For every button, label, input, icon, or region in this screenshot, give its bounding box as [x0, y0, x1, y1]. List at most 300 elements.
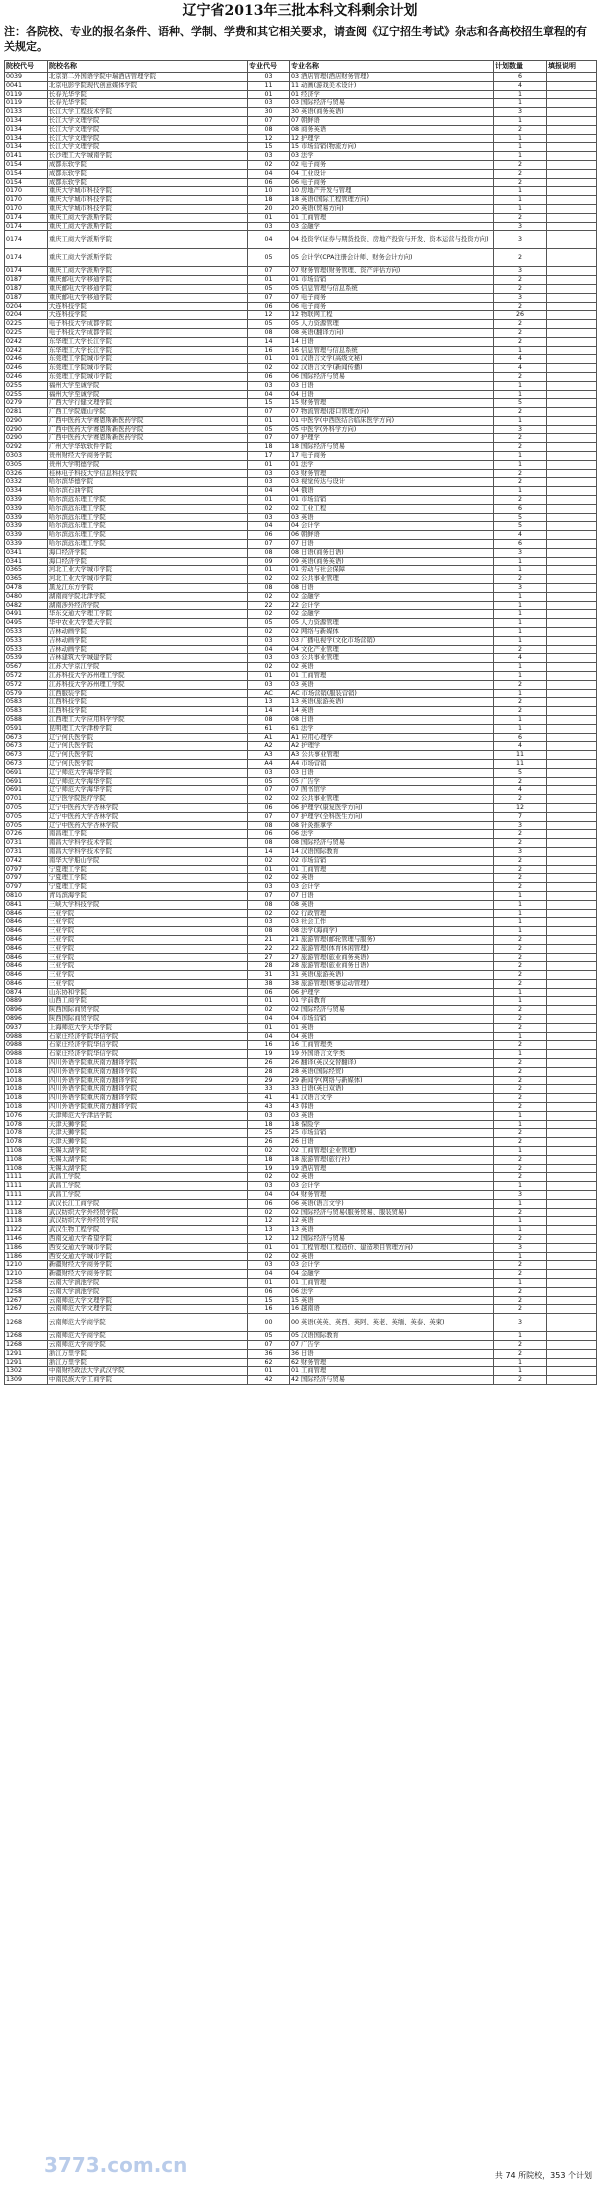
cell-major-name: 03 日语 [290, 768, 494, 777]
table-row [5, 1164, 597, 1173]
cell-plan-count: 1 [494, 116, 547, 125]
cell-plan-count: 6 [494, 73, 547, 82]
table-row [5, 584, 597, 593]
cell-plan-count: 2 [494, 160, 547, 169]
cell-plan-count: 1 [494, 1252, 547, 1261]
cell-plan-count: 2 [494, 1261, 547, 1270]
cell-remark [547, 178, 597, 187]
cell-major-name: 12 护理学 [290, 134, 494, 143]
cell-plan-count: 2 [494, 1173, 547, 1182]
table-row [5, 1349, 597, 1358]
cell-major-code: 05 [248, 425, 290, 434]
cell-major-name: 10 房地产开发与管理 [290, 187, 494, 196]
cell-major-code: 12 [248, 1217, 290, 1226]
cell-remark [547, 953, 597, 962]
cell-remark [547, 143, 597, 152]
cell-major-name: 04 文化产业管理 [290, 645, 494, 654]
cell-major-name: 22 会计学 [290, 601, 494, 610]
cell-major-code: 01 [248, 1278, 290, 1287]
cell-plan-count: 1 [494, 689, 547, 698]
cell-remark [547, 1314, 597, 1332]
cell-major-name: 06 电子商务 [290, 178, 494, 187]
cell-school-name: 云南师范大学商学院 [48, 1340, 248, 1349]
cell-major-code: 29 [248, 1076, 290, 1085]
cell-school-code: 0841 [5, 900, 48, 909]
cell-school-code: 0846 [5, 962, 48, 971]
cell-remark [547, 452, 597, 461]
cell-major-code: 22 [248, 944, 290, 953]
table-row [5, 1032, 597, 1041]
cell-plan-count: 1 [494, 134, 547, 143]
cell-major-code: 01 [248, 355, 290, 364]
cell-major-name: 22 旅游管理(体育休闲管理) [290, 944, 494, 953]
cell-major-code: 26 [248, 1059, 290, 1068]
cell-major-name: AC 市场营销(服装营销) [290, 689, 494, 698]
table-row [5, 865, 597, 874]
header-code: 院校代号 [5, 61, 48, 73]
cell-school-code: 0988 [5, 1041, 48, 1050]
table-row [5, 302, 597, 311]
cell-remark [547, 1191, 597, 1200]
cell-school-code: 0170 [5, 196, 48, 205]
cell-major-code: 01 [248, 276, 290, 285]
cell-remark [547, 1015, 597, 1024]
cell-school-name: 武汉长江工商学院 [48, 1199, 248, 1208]
cell-school-name: 哈尔滨远东理工学院 [48, 522, 248, 531]
cell-school-code: 1018 [5, 1076, 48, 1085]
table-row [5, 213, 597, 222]
table-row [5, 891, 597, 900]
cell-school-name: 无锡太湖学院 [48, 1147, 248, 1156]
table-row [5, 636, 597, 645]
cell-remark [547, 1076, 597, 1085]
cell-school-name: 云南师范大学文理学院 [48, 1305, 248, 1314]
table-row [5, 204, 597, 213]
cell-major-name: 43 韩语 [290, 1103, 494, 1112]
table-row [5, 337, 597, 346]
cell-school-name: 长江大学文理学院 [48, 143, 248, 152]
cell-remark [547, 531, 597, 540]
cell-school-name: 无锡太湖学院 [48, 1164, 248, 1173]
cell-major-code: 01 [248, 460, 290, 469]
cell-school-name: 重庆工商大学派斯学院 [48, 213, 248, 222]
cell-remark [547, 134, 597, 143]
cell-plan-count: 2 [494, 302, 547, 311]
cell-remark [547, 935, 597, 944]
cell-major-code: 01 [248, 90, 290, 99]
table-row [5, 1287, 597, 1296]
cell-major-name: 02 金融学 [290, 592, 494, 601]
cell-school-name: 江西服装学院 [48, 689, 248, 698]
cell-remark [547, 346, 597, 355]
cell-school-code: 1186 [5, 1252, 48, 1261]
cell-remark [547, 222, 597, 231]
cell-school-code: 0673 [5, 751, 48, 760]
cell-school-code: 1268 [5, 1340, 48, 1349]
table-row [5, 997, 597, 1006]
cell-remark [547, 1111, 597, 1120]
table-row [5, 803, 597, 812]
cell-major-code: 14 [248, 847, 290, 856]
cell-school-code: 0673 [5, 759, 48, 768]
table-row [5, 540, 597, 549]
table-row [5, 116, 597, 125]
cell-school-name: 长沙理工大学城南学院 [48, 152, 248, 161]
table-row [5, 231, 597, 249]
table-row [5, 1358, 597, 1367]
cell-remark [547, 1287, 597, 1296]
cell-remark [547, 830, 597, 839]
cell-major-name: 08 国际经济与贸易 [290, 839, 494, 848]
cell-major-code: 03 [248, 381, 290, 390]
table-row [5, 883, 597, 892]
header-remark: 填报说明 [547, 61, 597, 73]
table-row [5, 663, 597, 672]
cell-plan-count: 2 [494, 962, 547, 971]
cell-major-name: 07 日语 [290, 540, 494, 549]
cell-plan-count: 1 [494, 381, 547, 390]
cell-major-name: 33 日语(英日双语) [290, 1085, 494, 1094]
cell-remark [547, 169, 597, 178]
table-row [5, 222, 597, 231]
cell-school-name: 黑龙江东方学院 [48, 584, 248, 593]
cell-major-code: 03 [248, 222, 290, 231]
cell-major-name: 08 日语(商务日语) [290, 548, 494, 557]
cell-remark [547, 443, 597, 452]
cell-major-name: 02 公共事业管理 [290, 575, 494, 584]
cell-plan-count: 2 [494, 856, 547, 865]
cell-remark [547, 1332, 597, 1341]
cell-school-name: 中南财经政法大学武汉学院 [48, 1367, 248, 1376]
cell-major-name: 15 财务管理 [290, 399, 494, 408]
cell-plan-count: 1 [494, 1147, 547, 1156]
cell-plan-count: 1 [494, 416, 547, 425]
cell-school-code: 1108 [5, 1155, 48, 1164]
cell-remark [547, 1252, 597, 1261]
cell-plan-count: 2 [494, 1041, 547, 1050]
cell-school-code: 0731 [5, 839, 48, 848]
cell-plan-count: 2 [494, 979, 547, 988]
cell-school-code: 1210 [5, 1261, 48, 1270]
table-row [5, 1278, 597, 1287]
cell-major-code: 06 [248, 803, 290, 812]
cell-major-name: 03 广播电视学(文化市场营销) [290, 636, 494, 645]
cell-major-name: 02 汉语言文学(新闻传播) [290, 364, 494, 373]
cell-plan-count: 1 [494, 204, 547, 213]
table-row [5, 469, 597, 478]
cell-plan-count: 2 [494, 1059, 547, 1068]
cell-major-code: 07 [248, 786, 290, 795]
table-row [5, 962, 597, 971]
cell-school-name: 四川外语学院重庆南方翻译学院 [48, 1094, 248, 1103]
cell-school-name: 长春光华学院 [48, 99, 248, 108]
cell-major-code: 03 [248, 883, 290, 892]
table-row [5, 443, 597, 452]
cell-major-name: 05 人力资源管理 [290, 619, 494, 628]
cell-school-code: 0480 [5, 592, 48, 601]
cell-major-code: 43 [248, 1103, 290, 1112]
cell-school-code: 0204 [5, 302, 48, 311]
table-row [5, 90, 597, 99]
table-row [5, 935, 597, 944]
table-row [5, 557, 597, 566]
cell-major-name: 06 法学 [290, 1287, 494, 1296]
cell-plan-count: 2 [494, 434, 547, 443]
cell-plan-count: 1 [494, 196, 547, 205]
table-row [5, 1182, 597, 1191]
cell-school-code: 1291 [5, 1358, 48, 1367]
table-row [5, 1226, 597, 1235]
cell-major-code: 03 [248, 1111, 290, 1120]
cell-major-name: 01 市场营销 [290, 276, 494, 285]
cell-remark [547, 337, 597, 346]
table-row [5, 496, 597, 505]
cell-school-name: 长江大学文理学院 [48, 116, 248, 125]
cell-school-code: 0988 [5, 1032, 48, 1041]
cell-major-code: 16 [248, 1041, 290, 1050]
cell-school-name: 山西工商学院 [48, 997, 248, 1006]
cell-school-name: 成都东软学院 [48, 169, 248, 178]
cell-school-name: 新疆财经大学商务学院 [48, 1270, 248, 1279]
cell-major-code: A4 [248, 759, 290, 768]
cell-school-name: 海口经济学院 [48, 548, 248, 557]
cell-major-name: 06 国际经济与贸易 [290, 372, 494, 381]
cell-plan-count: 2 [494, 575, 547, 584]
cell-major-code: 01 [248, 865, 290, 874]
cell-major-code: 02 [248, 610, 290, 619]
cell-remark [547, 204, 597, 213]
cell-major-name: 03 日语 [290, 381, 494, 390]
table-row [5, 434, 597, 443]
cell-remark [547, 1129, 597, 1138]
cell-school-code: 0491 [5, 610, 48, 619]
cell-school-code: 1267 [5, 1305, 48, 1314]
cell-plan-count: 2 [494, 1129, 547, 1138]
cell-school-name: 四川外语学院重庆南方翻译学院 [48, 1076, 248, 1085]
cell-major-name: 12 国际经济与贸易 [290, 1235, 494, 1244]
cell-plan-count: 2 [494, 1305, 547, 1314]
cell-major-name: 62 财务管理 [290, 1358, 494, 1367]
cell-school-code: 0225 [5, 328, 48, 337]
cell-plan-count: 3 [494, 231, 547, 249]
cell-school-code: 0937 [5, 1023, 48, 1032]
cell-plan-count: 1 [494, 143, 547, 152]
cell-school-code: 0133 [5, 108, 48, 117]
cell-major-code: AC [248, 689, 290, 698]
cell-remark [547, 592, 597, 601]
table-row [5, 628, 597, 637]
cell-remark [547, 979, 597, 988]
cell-school-code: 0797 [5, 883, 48, 892]
cell-remark [547, 249, 597, 267]
cell-plan-count: 2 [494, 372, 547, 381]
cell-major-code: 07 [248, 293, 290, 302]
cell-school-name: 东莞理工学院城市学院 [48, 372, 248, 381]
cell-plan-count: 3 [494, 425, 547, 434]
table-row [5, 125, 597, 134]
cell-school-name: 三峡大学科技学院 [48, 900, 248, 909]
cell-major-name: 07 物流管理(港口管理方向) [290, 408, 494, 417]
cell-plan-count: 1 [494, 997, 547, 1006]
table-row [5, 513, 597, 522]
cell-major-name: 01 英语 [290, 1023, 494, 1032]
cell-plan-count: 2 [494, 328, 547, 337]
cell-major-code: 02 [248, 1173, 290, 1182]
cell-school-name: 四川外语学院重庆南方翻译学院 [48, 1067, 248, 1076]
cell-major-code: 08 [248, 715, 290, 724]
cell-major-code: 42 [248, 1376, 290, 1385]
cell-remark [547, 575, 597, 584]
cell-plan-count: 2 [494, 883, 547, 892]
cell-school-name: 江西理工大学应用科学学院 [48, 715, 248, 724]
cell-plan-count: 2 [494, 125, 547, 134]
table-row [5, 1270, 597, 1279]
cell-remark [547, 918, 597, 927]
cell-school-name: 武汉纺织大学外经贸学院 [48, 1217, 248, 1226]
cell-school-code: 0691 [5, 777, 48, 786]
cell-school-name: 东莞理工学院城市学院 [48, 355, 248, 364]
cell-school-code: 0332 [5, 478, 48, 487]
table-row [5, 856, 597, 865]
cell-school-code: 0141 [5, 152, 48, 161]
cell-remark [547, 1199, 597, 1208]
cell-school-code: 0119 [5, 90, 48, 99]
cell-plan-count: 5 [494, 399, 547, 408]
cell-plan-count: 4 [494, 654, 547, 663]
cell-major-code: 20 [248, 204, 290, 213]
cell-plan-count: 12 [494, 803, 547, 812]
cell-major-name: 02 市场营销 [290, 856, 494, 865]
cell-major-name: 02 英语 [290, 1252, 494, 1261]
cell-plan-count: 3 [494, 293, 547, 302]
cell-school-code: 1258 [5, 1287, 48, 1296]
cell-major-name: 01 工商管理 [290, 213, 494, 222]
cell-major-code: 06 [248, 988, 290, 997]
cell-major-name: 12 物联网工程 [290, 311, 494, 320]
cell-school-name: 西安交通大学城市学院 [48, 1252, 248, 1261]
cell-major-code: 07 [248, 540, 290, 549]
cell-school-name: 云南大学滇池学院 [48, 1278, 248, 1287]
cell-major-name: 02 英语 [290, 1173, 494, 1182]
table-row [5, 293, 597, 302]
cell-plan-count: 2 [494, 478, 547, 487]
cell-plan-count: 4 [494, 355, 547, 364]
cell-school-name: 重庆大学城市科技学院 [48, 187, 248, 196]
cell-remark [547, 619, 597, 628]
cell-school-name: 三亚学院 [48, 909, 248, 918]
cell-plan-count: 3 [494, 1191, 547, 1200]
cell-school-code: 1018 [5, 1067, 48, 1076]
cell-school-code: 1078 [5, 1120, 48, 1129]
cell-school-code: 0225 [5, 320, 48, 329]
cell-remark [547, 1059, 597, 1068]
cell-remark [547, 715, 597, 724]
cell-major-code: 01 [248, 416, 290, 425]
cell-school-name: 东华理工大学长江学院 [48, 337, 248, 346]
table-row [5, 751, 597, 760]
cell-major-name: 11 动画(游戏美术设计) [290, 81, 494, 90]
table-row [5, 707, 597, 716]
cell-major-name: 14 英语 [290, 707, 494, 716]
cell-major-name: 02 英语 [290, 874, 494, 883]
cell-remark [547, 707, 597, 716]
cell-major-name: 07 图书馆学 [290, 786, 494, 795]
cell-major-name: 06 护理学(康复医学方向) [290, 803, 494, 812]
cell-school-code: 0154 [5, 160, 48, 169]
table-row [5, 971, 597, 980]
cell-school-name: 华东交通大学理工学院 [48, 610, 248, 619]
cell-school-name: 南昌大学科学技术学院 [48, 847, 248, 856]
cell-school-name: 贵州大学明德学院 [48, 460, 248, 469]
cell-remark [547, 416, 597, 425]
cell-school-name: 三亚学院 [48, 927, 248, 936]
cell-remark [547, 160, 597, 169]
cell-school-name: 北京第二外国语学院中瑞酒店管理学院 [48, 73, 248, 82]
cell-school-code: 0326 [5, 469, 48, 478]
cell-remark [547, 821, 597, 830]
cell-major-code: 03 [248, 469, 290, 478]
cell-remark [547, 293, 597, 302]
cell-major-code: 08 [248, 821, 290, 830]
cell-major-name: 01 工程管理(工程造价、建造项目管理方向) [290, 1243, 494, 1252]
cell-school-code: 0572 [5, 672, 48, 681]
cell-school-name: 东华理工大学长江学院 [48, 346, 248, 355]
cell-school-name: 天津师范大学津沽学院 [48, 1111, 248, 1120]
cell-remark [547, 909, 597, 918]
cell-major-name: 03 法学 [290, 152, 494, 161]
cell-plan-count: 1 [494, 1358, 547, 1367]
cell-school-name: 辽宁师范大学海华学院 [48, 786, 248, 795]
cell-plan-count: 2 [494, 469, 547, 478]
cell-plan-count: 2 [494, 1296, 547, 1305]
cell-major-name: 01 工商管理 [290, 672, 494, 681]
table-row [5, 821, 597, 830]
cell-major-code: 05 [248, 619, 290, 628]
cell-major-code: 16 [248, 346, 290, 355]
cell-major-name: 08 英语(翻译方向) [290, 328, 494, 337]
cell-major-name: 08 日语 [290, 715, 494, 724]
cell-major-code: 05 [248, 320, 290, 329]
cell-school-name: 中南民族大学工商学院 [48, 1376, 248, 1385]
cell-plan-count: 2 [494, 337, 547, 346]
cell-remark [547, 971, 597, 980]
cell-school-name: 吉林动画学院 [48, 645, 248, 654]
cell-major-code: 06 [248, 302, 290, 311]
cell-remark [547, 1173, 597, 1182]
cell-major-name: 06 法学 [290, 830, 494, 839]
cell-plan-count: 2 [494, 1340, 547, 1349]
cell-remark [547, 1006, 597, 1015]
cell-plan-count: 2 [494, 1015, 547, 1024]
cell-major-code: 01 [248, 997, 290, 1006]
table-row [5, 504, 597, 513]
cell-major-code: A2 [248, 742, 290, 751]
table-row [5, 1261, 597, 1270]
cell-school-name: 江苏科技大学苏州理工学院 [48, 672, 248, 681]
cell-major-name: 01 工商管理 [290, 1278, 494, 1287]
cell-remark [547, 125, 597, 134]
table-row [5, 566, 597, 575]
cell-major-code: 07 [248, 116, 290, 125]
cell-plan-count: 7 [494, 812, 547, 821]
cell-major-code: 19 [248, 1164, 290, 1173]
table-row [5, 364, 597, 373]
cell-school-code: 0255 [5, 390, 48, 399]
cell-major-code: 02 [248, 909, 290, 918]
cell-school-code: 0204 [5, 311, 48, 320]
cell-plan-count: 2 [494, 1006, 547, 1015]
cell-school-name: 武昌工学院 [48, 1182, 248, 1191]
